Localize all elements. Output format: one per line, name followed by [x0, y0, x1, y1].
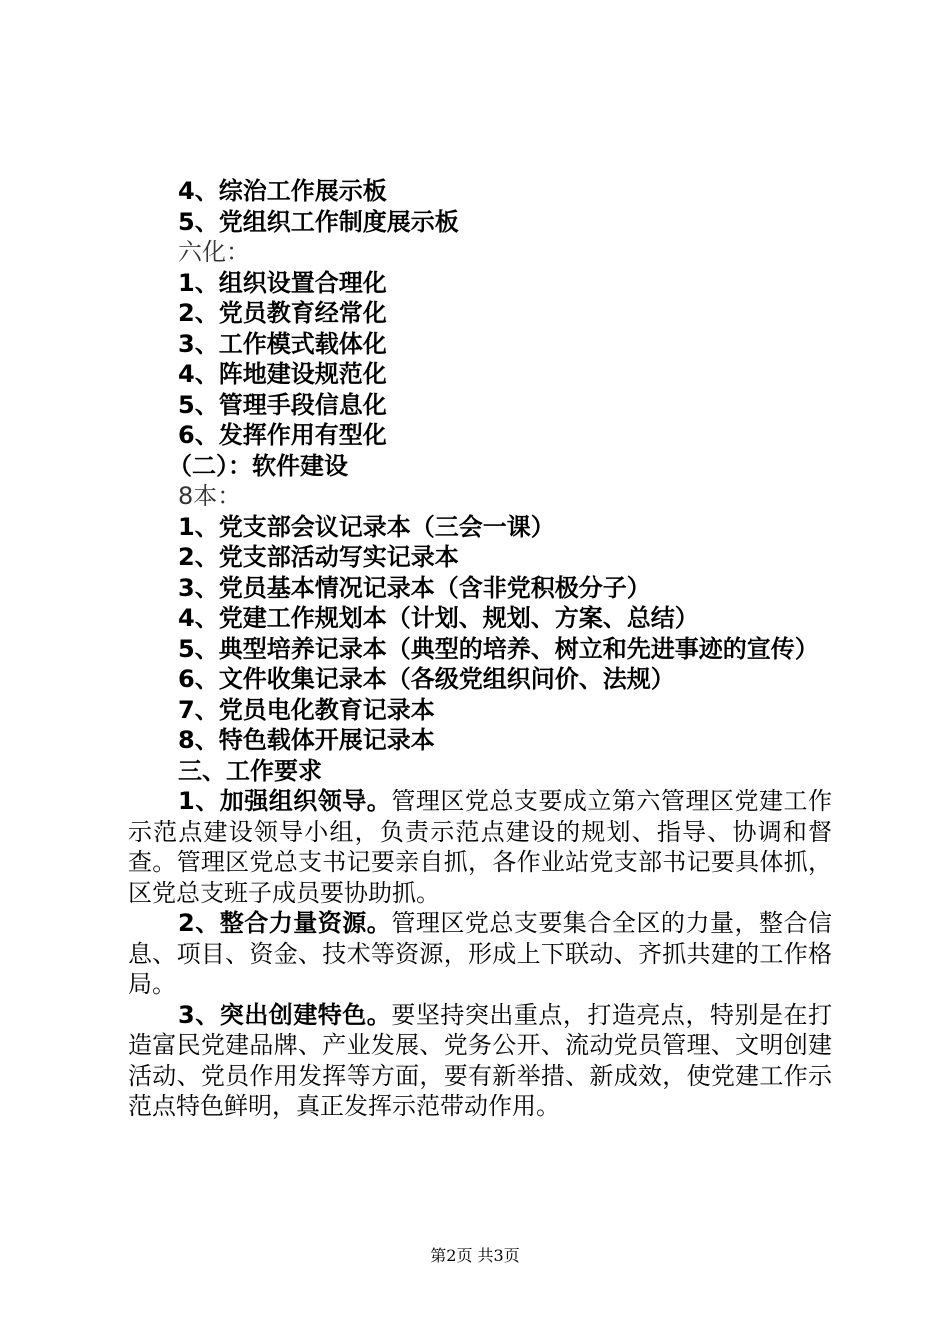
list-item: 5、党组织工作制度展示板 [178, 207, 459, 236]
list-item: 4、综治工作展示板 [178, 177, 387, 205]
document-body [128, 176, 832, 1122]
list-item: 3、工作模式载体化 [178, 329, 387, 358]
requirement-lead: 3、突出创建特色。 [178, 1000, 392, 1029]
list-item: 4、党建工作规划本（计划、规划、方案、总结） [178, 604, 699, 632]
requirement-lead: 2、整合力量资源。 [178, 909, 392, 937]
list-item: 2、党支部活动写实记录本 [178, 543, 459, 571]
requirement-text: 管理区党总支要成立第六管理区党建工作示范点建设领导小组，负责示范点建设的规划、指导、协调和督查。管理区党总支书记要亲自抓，各作业站党支部书记要具体抓，区党总支班子成员要协助抓。 [128, 787, 833, 907]
list-item: 1、组织设置合理化 [178, 268, 387, 297]
requirement-paragraph [128, 1000, 832, 1122]
requirement-text: 管理区党总支要集合全区的力量，整合信息、项目、资金、技术等资源，形成上下联动、齐抓共建的工作格局。 [128, 909, 833, 998]
list-item: 5、管理手段信息化 [178, 390, 387, 419]
list-item: 6、文件收集记录本（各级党组织问价、法规） [178, 665, 675, 693]
requirement-text: 要坚持突出重点，打造亮点，特别是在打造富民党建品牌、产业发展、党务公开、流动党员管理、文明创建活动、党员作用发挥等方面，要有新举措、新成效，使党建工作示范点特色鲜明，真正发挥示范带动作用。 [128, 1000, 833, 1120]
section-heading-requirements: 三、工作要求 [178, 756, 322, 785]
requirement-paragraph [128, 786, 832, 908]
section-heading-software: （二）：软件建设 [168, 451, 348, 480]
list-item-wrapped: 5、典型培养记录本（典型的培养、树立和先进事迹的宣传） [178, 634, 819, 663]
list-item: 8、特色载体开展记录本 [178, 726, 435, 754]
requirement-lead: 1、加强组织领导。 [178, 787, 392, 815]
list-item: 4、阵地建设规范化 [178, 360, 387, 388]
list-item: 2、党员教育经常化 [178, 299, 387, 327]
list-item: 3、党员基本情况记录本（含非党积极分子） [178, 573, 651, 602]
sub-heading-8ben: 8本： [178, 482, 242, 510]
page-number-footer: 第2页 共3页 [430, 1246, 520, 1265]
list-item: 1、党支部会议记录本（三会一课） [178, 512, 555, 541]
requirement-paragraph [128, 908, 832, 1000]
list-item: 7、党员电化教育记录本 [178, 695, 435, 724]
section-heading-liuhua: 六化： [178, 238, 250, 266]
list-item: 6、发挥作用有型化 [178, 421, 387, 449]
